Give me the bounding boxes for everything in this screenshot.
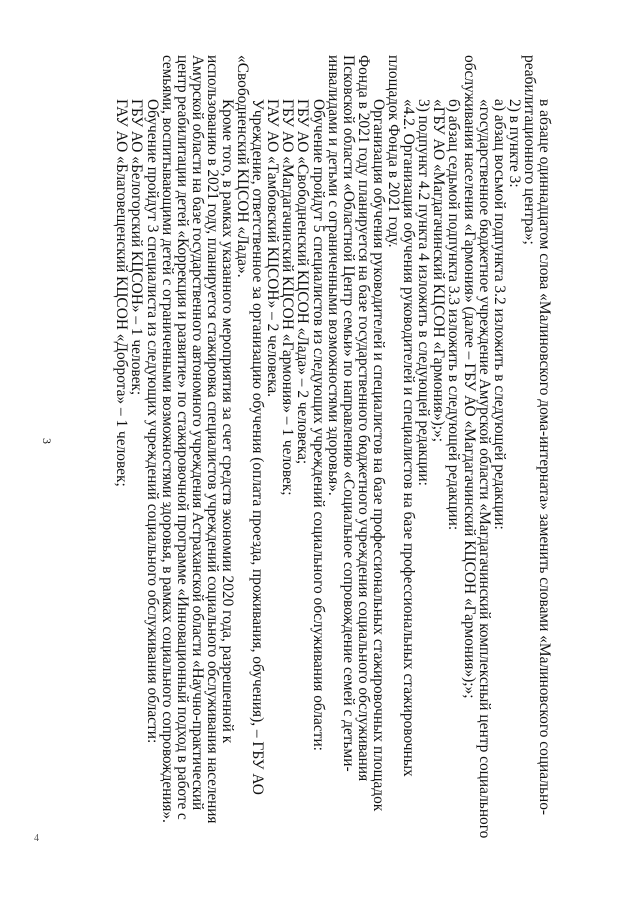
text-line: Амурской области на базе государственного автономного учреждения Астраханской области «Научно-практический: [188, 55, 206, 811]
text-line: площадок Фонда в 2021 году.: [385, 55, 403, 248]
page-number: 3: [40, 438, 54, 444]
text-line: семьями, воспитывающими детей с ограниченными возможностями здоровья, в рамках социального сопровождения».: [158, 55, 176, 823]
text-line: ГБУ АО «Магдагачинский КЦСОН «Гармония» – 1 человек;: [279, 99, 297, 496]
text-line: использованию в 2021 году, планируется стажировка специалистов учреждений социального обслуживания населения: [203, 55, 221, 824]
text-line: «4.2. Организация обучения руководителей и специалистов на базе профессиональных стажировочных: [400, 99, 418, 777]
text-line: центр реабилитации детей «Коррекция и развитие» по стажировочной программе «Инновационный подход в работе с: [173, 55, 191, 820]
text-line: инвалидами и детьми с ограниченными возможностями здоровья».: [324, 55, 342, 496]
text-line: реабилитационного центра»;: [520, 55, 538, 245]
text-line: 2) в пункте 3:: [505, 99, 523, 188]
text-line: Фонда в 2021 году планируется на базе государственного бюджетного учреждения социального обслуживания: [354, 55, 372, 782]
text-line: «Свободненский КЦСОН «Лада».: [234, 55, 252, 278]
text-line: Организация обучения руководителей и специалистов на базе профессиональных стажировочных площадок: [369, 99, 387, 812]
document-body: [72, 55, 552, 900]
side-mark: 4: [34, 833, 39, 844]
text-line: Кроме того, в рамках указанного мероприятия за счет средств экономии 2020 года, разрешенной к: [219, 99, 237, 744]
text-line: 3) подпункт 4.2 пункта 4 изложить в следующей редакции:: [415, 99, 433, 486]
text-line: ГАУ АО «Благовещенский КЦСОН «Доброта» – 1 человек;: [113, 99, 131, 487]
text-line: Обучение пройдут 3 специалиста из следующих учреждений социального обслуживания области:: [143, 99, 161, 744]
text-line: б) абзац седьмой подпункта 3.3 изложить в следующей редакции:: [445, 99, 463, 531]
text-line: Учреждение, ответственное за организацию обучения (оплата проезда, проживания, обучения), – ГБУ АО: [249, 99, 267, 795]
text-line: обслуживания населения «Гармония» (далее – ГБУ АО «Магдагачинский КЦСОН «Гармония»);»;: [460, 55, 478, 699]
text-line: в абзаце одиннадцатом слова «Малиновского дома-интерната» заменить словами «Малиновского социально-: [536, 99, 553, 816]
text-line: ГБУ АО «Белогорский КЦСОН» – 1 человек;: [128, 99, 146, 396]
text-line: Псковской области «Областной Центр семьи» по направлению «Социальное сопровождение семей с детьми-: [339, 55, 357, 772]
text-line: Обучение пройдут 5 специалистов из следующих учреждений социального обслуживания области:: [309, 99, 327, 751]
text-line: ГБУ АО «Свободненский КЦСОН «Лада» – 2 человека;: [294, 99, 312, 465]
text-line: «ГБУ АО «Магдагачинский КЦСОН «Гармония»);»;: [430, 99, 448, 443]
text-line: ГАУ АО «Тамбовский КЦСОН» – 2 человека.: [264, 99, 282, 398]
text-line: «государственное бюджетное учреждение Амурской области «Магдагачинский комплексный центр социального: [475, 99, 493, 839]
text-line: а) абзац восьмой подпункта 3.2 изложить в следующей редакции:: [490, 99, 508, 530]
